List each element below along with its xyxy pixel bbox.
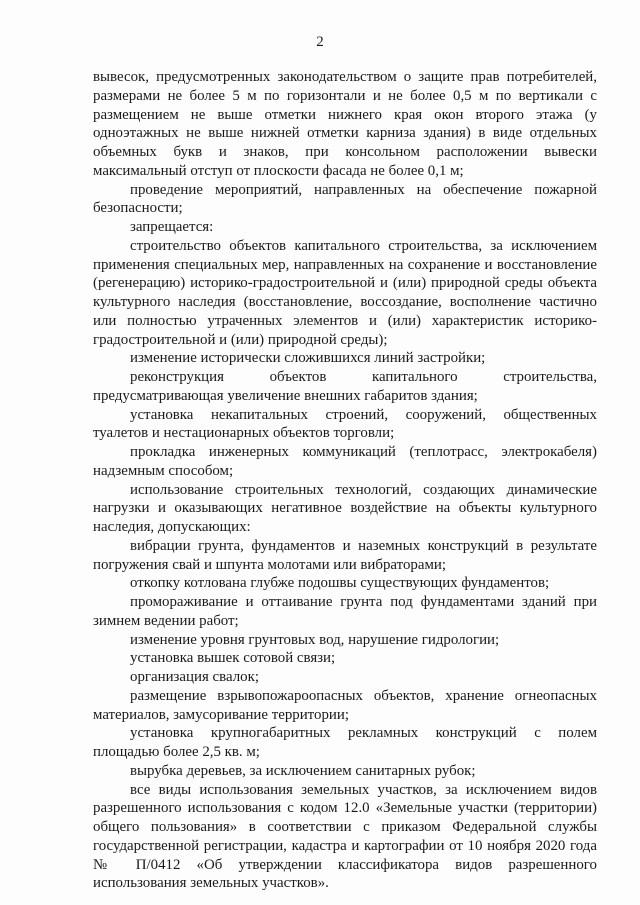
paragraph: вибрации грунта, фундаментов и наземных конструкций в результате погружения свай и шпунта молотами или вибраторами; (93, 537, 597, 573)
paragraph: вырубка деревьев, за исключением санитарных рубок; (130, 762, 476, 779)
paragraph: вывесок, предусмотренных законодательством о защите прав потребителей, размерами не более 5 м по горизонтали и не более 0,5 м по вертикали с размещением не выше отметки нижнего края окон второго этажа (у одноэтажных не выше нижней отметки карниза здания) в виде отдельных объемных букв и знаков, при консольном расположении вывески максимальный отступ от плоскости фасада не более 0,1 м; (93, 69, 597, 179)
document-body (93, 68, 597, 893)
paragraph: установка вышек сотовой связи; (130, 650, 336, 667)
paragraph: прокладка инженерных коммуникаций (теплотрасс, электрокабеля) надземным способом; (93, 444, 597, 479)
paragraph: использование строительных технологий, создающих динамические нагрузки и оказывающих негативное воздействие на объекты культурного наследия, допускающих: (93, 481, 597, 535)
paragraph: реконструкция объектов капитального строительства, предусматривающая увеличение внешних габаритов здания; (93, 369, 597, 404)
page-number: 2 (316, 34, 324, 50)
paragraph: проведение мероприятий, направленных на обеспечение пожарной безопасности; (93, 181, 597, 217)
paragraph: размещение взрывопожароопасных объектов, хранение огнеопасных материалов, замусоривание территории; (93, 687, 597, 723)
paragraph: установка некапитальных строений, сооружений, общественных туалетов и нестационарных объектов торговли; (93, 406, 597, 442)
paragraph: организация свалок; (130, 669, 259, 685)
paragraph: все виды использования земельных участков, за исключением видов разрешенного использования с кодом 12.0 «Земельные участки (территории) общего пользования» в соответствии с приказом Федеральной службы государственной регистрации, кадастра и картографии от 10 ноября 2020 года № П/0412 «Об утверждении классификатора видов разрешенного использования земельных участков». (93, 781, 597, 892)
paragraph: изменение уровня грунтовых вод, нарушение гидрологии; (130, 631, 500, 648)
paragraph: запрещается: (130, 219, 214, 235)
paragraph: изменение исторически сложившихся линий застройки; (130, 350, 486, 367)
paragraph: строительство объектов капитального строительства, за исключением применения специальных мер, направленных на сохранение и восстановление (регенерацию) историко-градостроительной и (или) природной среды объекта культурного наследия (восстановление, воссоздание, восполнение частично или полностью утраченных элементов и (или) характеристик историко-градостроительной и (или) природной среды); (93, 237, 597, 348)
paragraph: установка крупногабаритных рекламных конструкций с полем площадью более 2,5 кв. м; (93, 725, 597, 760)
paragraph: промораживание и оттаивание грунта под фундаментами зданий при зимнем ведении работ; (93, 594, 597, 629)
paragraph: откопку котлована глубже подошвы существующих фундаментов; (130, 575, 550, 592)
